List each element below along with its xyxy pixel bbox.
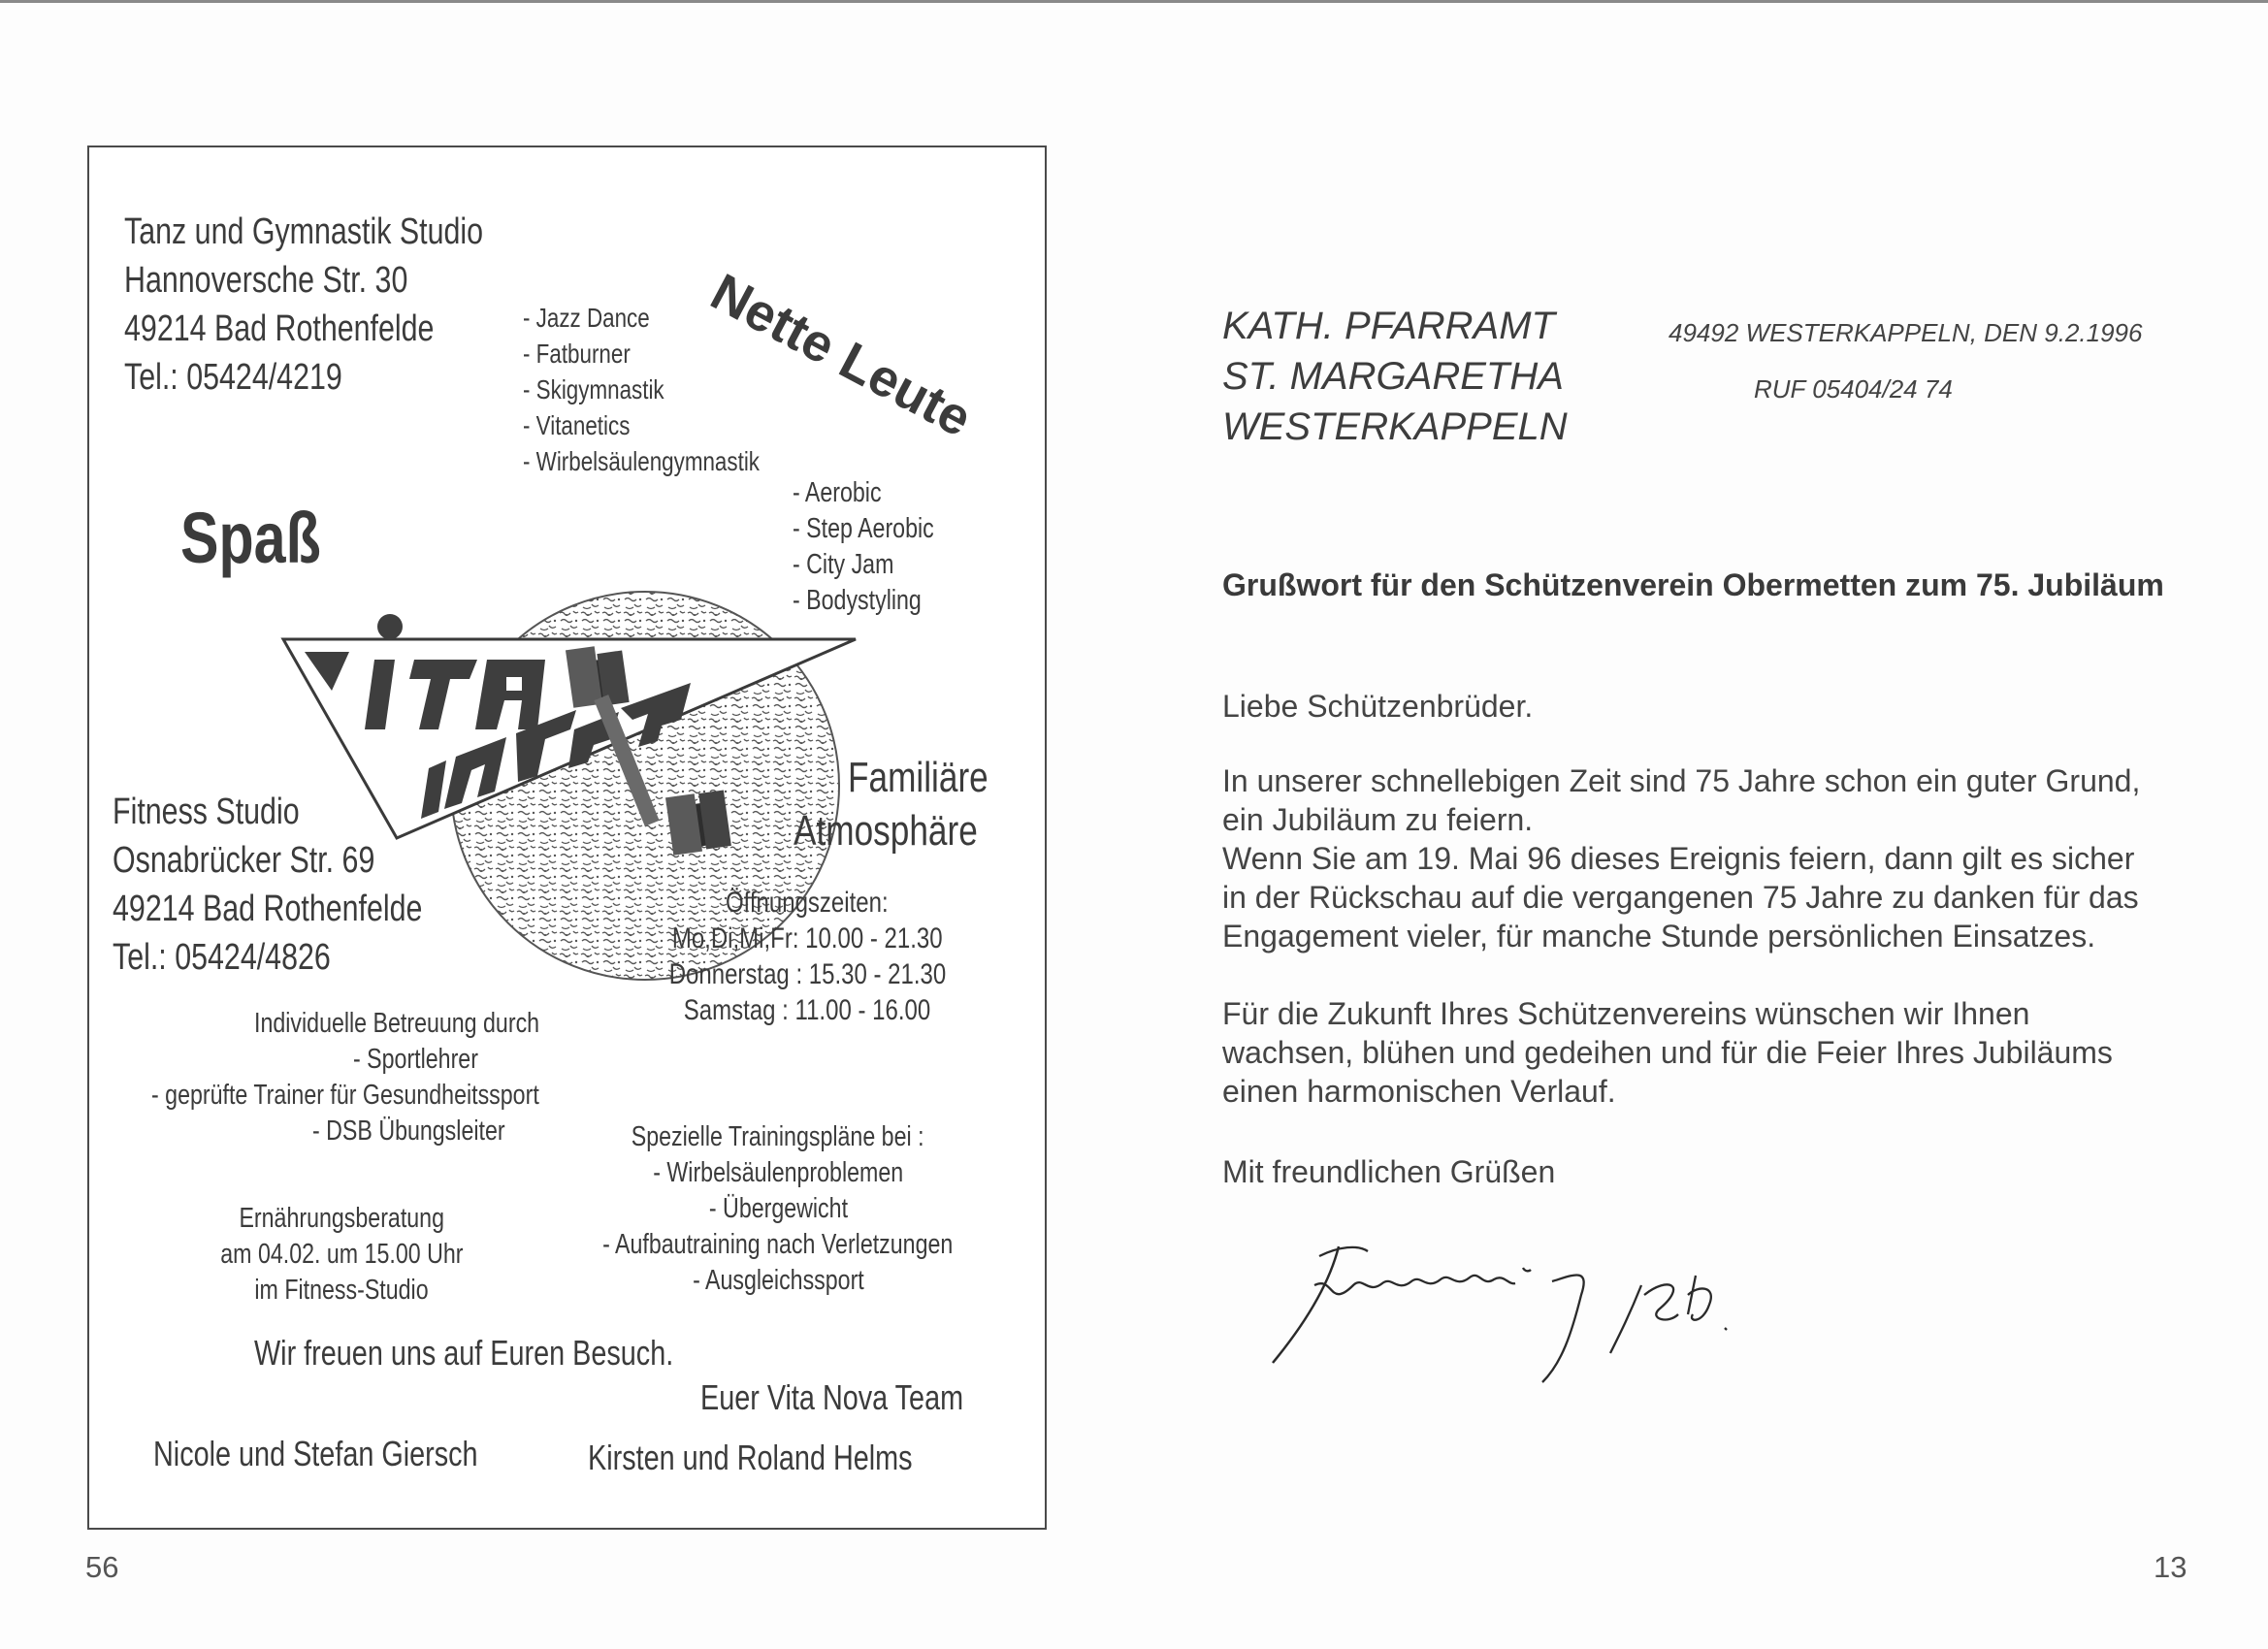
closing-line <box>254 1333 778 1374</box>
training-item: - Wirbelsäulenproblemen <box>653 1157 903 1188</box>
owners-right-text: Kirsten und Roland Helms <box>588 1438 913 1477</box>
letter-phone: RUF 05404/24 74 <box>1754 374 1953 404</box>
team-line <box>700 1377 1029 1418</box>
training-item: - Ausgleichssport <box>692 1265 864 1296</box>
letter-line: einen harmonischen Verlauf. <box>1222 1074 1616 1109</box>
letter-greeting: Mit freundlichen Grüßen <box>1222 1154 1556 1189</box>
letter-line: wachsen, blühen und gedeihen und für die Feier Ihres Jubiläums <box>1222 1035 2113 1070</box>
slogan-familiaere-atmosphaere <box>794 751 1023 857</box>
support-item: - geprüfte Trainer für Gesundheitssport <box>151 1080 539 1111</box>
opening-hours-line: Donnerstag : 15.30 - 21.30 <box>668 958 946 990</box>
fitness-studio-address <box>113 788 500 982</box>
letter-line: Wenn Sie am 19. Mai 96 dieses Ereignis feiern, dann gilt es sicher <box>1222 841 2135 876</box>
slogan-line: Familiäre <box>848 754 989 801</box>
training-item: - Aufbautraining nach Verletzungen <box>602 1229 954 1260</box>
sender-line: ST. MARGARETHA <box>1222 355 1564 398</box>
training-item: - Übergewicht <box>708 1193 848 1224</box>
dance-studio-name: Tanz und Gymnastik Studio <box>124 211 484 252</box>
owners-left-text: Nicole und Stefan Giersch <box>153 1434 478 1473</box>
training-title: Spezielle Trainingspläne bei : <box>632 1121 924 1152</box>
fitness-studio-name: Fitness Studio <box>113 792 300 832</box>
course-list-aerobic <box>793 475 969 619</box>
nutrition-line: am 04.02. um 15.00 Uhr <box>219 1239 464 1270</box>
page-number-left: 56 <box>85 1550 119 1584</box>
course-item: - Wirbelsäulengymnastik <box>523 446 760 476</box>
slogan-nette-leute: Nette Leute <box>701 262 982 448</box>
owners-left <box>153 1434 559 1474</box>
letter-paragraph-2 <box>1222 994 2113 1111</box>
support-title: Individuelle Betreuung durch <box>254 1008 540 1039</box>
support-item: - DSB Übungsleiter <box>312 1116 505 1147</box>
letter-subject: Grußwort für den Schützenverein Obermetten zum 75. Jubiläum <box>1222 567 2164 602</box>
letter-place-date: 49492 WESTERKAPPELN, DEN 9.2.1996 <box>1669 318 2143 347</box>
course-item: - Aerobic <box>793 477 882 508</box>
handwritten-signature <box>1261 1217 1804 1392</box>
course-item: - Skigymnastik <box>523 374 664 404</box>
letter-line: In unserer schnellebigen Zeit sind 75 Jahre schon ein guter Grund, <box>1222 763 2141 798</box>
nutrition-consulting <box>147 1201 535 1309</box>
vita-nova-advertisement <box>87 146 1047 1530</box>
opening-hours-title: Öffnungszeiten: <box>726 887 889 919</box>
sender-line: KATH. PFARRAMT <box>1222 305 1555 347</box>
fitness-studio-city: 49214 Bad Rothenfelde <box>113 889 423 929</box>
course-item: - Fatburner <box>523 339 631 369</box>
opening-hours-line: Mo,Di,Mi,Fr: 10.00 - 21.30 <box>671 922 943 954</box>
team-text: Euer Vita Nova Team <box>700 1377 964 1417</box>
course-item: - Jazz Dance <box>523 303 650 333</box>
opening-hours-line: Samstag : 11.00 - 16.00 <box>683 994 931 1026</box>
letter-line: ein Jubiläum zu feiern. <box>1222 802 1534 837</box>
course-item: - Step Aerobic <box>793 513 934 544</box>
closing-text: Wir freuen uns auf Euren Besuch. <box>254 1333 674 1373</box>
nutrition-line: Ernährungsberatung <box>239 1203 444 1234</box>
dance-studio-phone: Tel.: 05424/4219 <box>124 357 342 398</box>
opening-hours <box>632 885 982 1028</box>
fitness-studio-phone: Tel.: 05424/4826 <box>113 937 331 978</box>
nutrition-line: im Fitness-Studio <box>254 1275 429 1306</box>
fitness-studio-street: Osnabrücker Str. 69 <box>113 840 375 881</box>
letter-salutation: Liebe Schützenbrüder. <box>1222 689 1534 724</box>
slogan-spass <box>180 497 356 579</box>
scan-edge-line <box>0 0 2268 3</box>
course-item: - Vitanetics <box>523 410 631 440</box>
special-training-plans <box>555 1119 1001 1299</box>
dance-studio-street: Hannoversche Str. 30 <box>124 260 408 301</box>
dance-studio-address <box>124 208 573 402</box>
page-number-right: 13 <box>2154 1550 2187 1584</box>
slogan-line: Atmosphäre <box>794 807 978 855</box>
owners-right <box>588 1438 993 1478</box>
support-item: - Sportlehrer <box>353 1044 478 1075</box>
letter-paragraph-1 <box>1222 761 2140 955</box>
course-item: - City Jam <box>793 549 894 580</box>
letter-sender <box>1222 301 1568 452</box>
letter-line: Engagement vieler, für manche Stunde persönlichen Einsatzes. <box>1222 919 2096 954</box>
sender-line: WESTERKAPPELN <box>1222 405 1568 448</box>
letter-line: in der Rückschau auf die vergangenen 75 Jahre zu danken für das <box>1222 880 2139 915</box>
letter-line: Für die Zukunft Ihres Schützenvereins wünschen wir Ihnen <box>1222 996 2030 1031</box>
course-item: - Bodystyling <box>793 585 922 616</box>
dance-studio-city: 49214 Bad Rothenfelde <box>124 308 435 349</box>
slogan-spass-text: Spaß <box>180 498 321 578</box>
